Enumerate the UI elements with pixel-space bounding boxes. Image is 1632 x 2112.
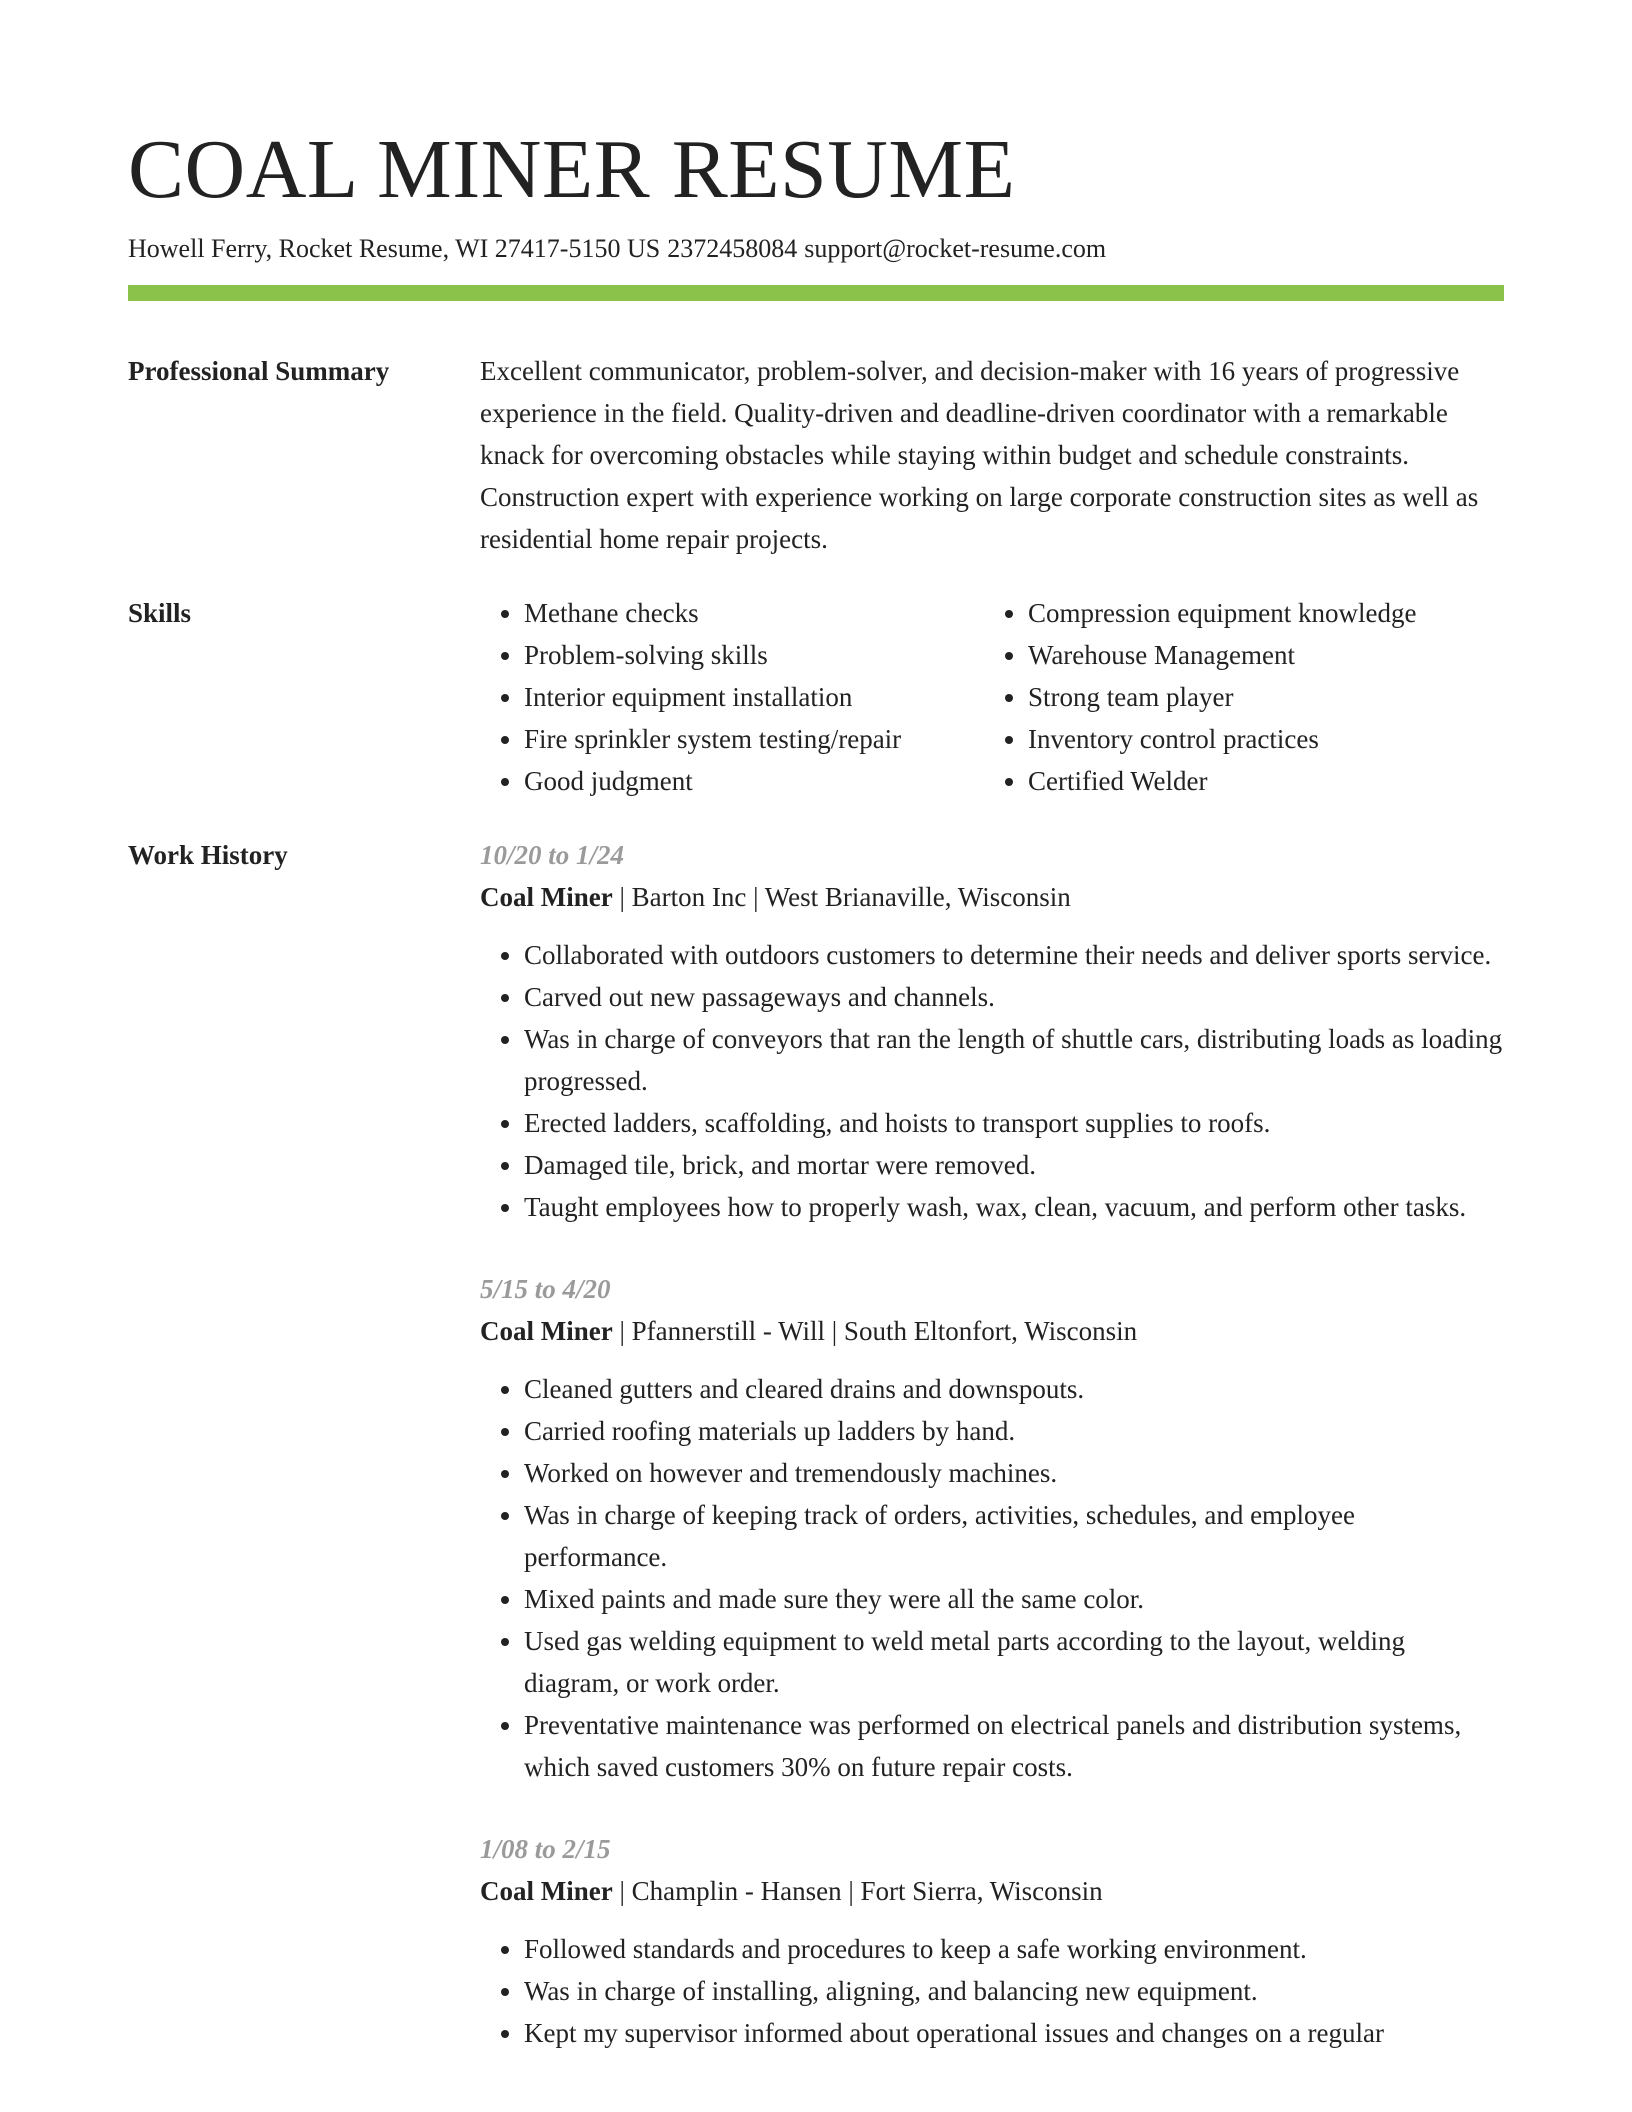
job-dates: 1/08 to 2/15 [480, 1834, 611, 1864]
work-history-body [480, 834, 1504, 2094]
job-bullet: • Taught employees how to properly wash, wax, clean, vacuum, and perform other tasks. [524, 1186, 1504, 1228]
job-bullet: • Followed standards and procedures to keep a safe working environment. [524, 1928, 1504, 1970]
job-bullet: • Mixed paints and made sure they were all the same color. [524, 1578, 1504, 1620]
summary-body [480, 350, 1504, 560]
contact-phone: 2372458084 [667, 234, 798, 263]
skill-item: • Warehouse Management [1028, 634, 1504, 676]
skill-item: • Problem-solving skills [524, 634, 984, 676]
job-bullets [480, 1928, 1504, 2054]
job-dates: 5/15 to 4/20 [480, 1274, 611, 1304]
job-entry [480, 1268, 1504, 1788]
skill-item: • Interior equipment installation [524, 676, 984, 718]
summary-heading: Professional Summary [128, 356, 390, 386]
job-entry [480, 1828, 1504, 2054]
job-bullet: • Worked on however and tremendously machines. [524, 1452, 1504, 1494]
job-bullet: • Used gas welding equipment to weld metal parts according to the layout, welding diagram, or work order. [524, 1620, 1504, 1704]
job-heading [480, 876, 1504, 918]
summary-text: Excellent communicator, problem-solver, and decision-maker with 16 years of progressive experience in the field. Quality-driven and deadline-driven coordinator with a remarkable knack for overcoming obstacles while staying within budget and schedule constraints. Construction expert with experience working on large corporate construction sites as well as residential home repair projects. [480, 356, 1479, 554]
skills-list-left [480, 592, 984, 802]
job-title: Coal Miner [480, 882, 613, 912]
skill-item: • Certified Welder [1028, 760, 1504, 802]
job-bullet: • Damaged tile, brick, and mortar were removed. [524, 1144, 1504, 1186]
skills-body [480, 592, 1504, 802]
job-bullets [480, 934, 1504, 1228]
job-employer-location: | Barton Inc | West Brianaville, Wisconsin [612, 882, 1071, 912]
job-heading [480, 1310, 1504, 1352]
job-bullet: • Preventative maintenance was performed on electrical panels and distribution systems, which saved customers 30% on future repair costs. [524, 1704, 1504, 1788]
job-bullet: • Was in charge of conveyors that ran the length of shuttle cars, distributing loads as loading progressed. [524, 1018, 1504, 1102]
job-bullet: • Carved out new passageways and channels. [524, 976, 1504, 1018]
contact-line [128, 232, 1106, 266]
job-title: Coal Miner [480, 1316, 613, 1346]
job-title: Coal Miner [480, 1876, 613, 1906]
skill-item: • Strong team player [1028, 676, 1504, 718]
resume-title: COAL MINER RESUME [128, 123, 1016, 216]
job-employer-location: | Pfannerstill - Will | South Eltonfort, Wisconsin [612, 1316, 1138, 1346]
job-bullet: • Was in charge of installing, aligning, and balancing new equipment. [524, 1970, 1504, 2012]
contact-email: support@rocket-resume.com [804, 234, 1107, 263]
job-bullet: • Kept my supervisor informed about operational issues and changes on a regular [524, 2012, 1504, 2054]
job-bullet: • Was in charge of keeping track of orders, activities, schedules, and employee performance. [524, 1494, 1504, 1578]
skill-item: • Inventory control practices [1028, 718, 1504, 760]
skill-item: • Compression equipment knowledge [1028, 592, 1504, 634]
job-bullet: • Cleaned gutters and cleared drains and downspouts. [524, 1368, 1504, 1410]
skills-list-right [984, 592, 1504, 802]
skills-heading: Skills [128, 598, 192, 628]
job-dates: 10/20 to 1/24 [480, 840, 625, 870]
job-bullet: • Carried roofing materials up ladders by hand. [524, 1410, 1504, 1452]
job-entry [480, 834, 1504, 1228]
work-history-heading: Work History [128, 840, 288, 870]
contact-address: Howell Ferry, Rocket Resume, WI 27417-5150 US [128, 234, 661, 263]
header-divider [128, 285, 1504, 301]
job-heading [480, 1870, 1504, 1912]
job-bullets [480, 1368, 1504, 1788]
skill-item: • Fire sprinkler system testing/repair [524, 718, 984, 760]
job-employer-location: | Champlin - Hansen | Fort Sierra, Wisconsin [612, 1876, 1103, 1906]
skill-item: • Good judgment [524, 760, 984, 802]
skill-item: • Methane checks [524, 592, 984, 634]
job-bullet: • Erected ladders, scaffolding, and hoists to transport supplies to roofs. [524, 1102, 1504, 1144]
job-bullet: • Collaborated with outdoors customers to determine their needs and deliver sports service. [524, 934, 1504, 976]
